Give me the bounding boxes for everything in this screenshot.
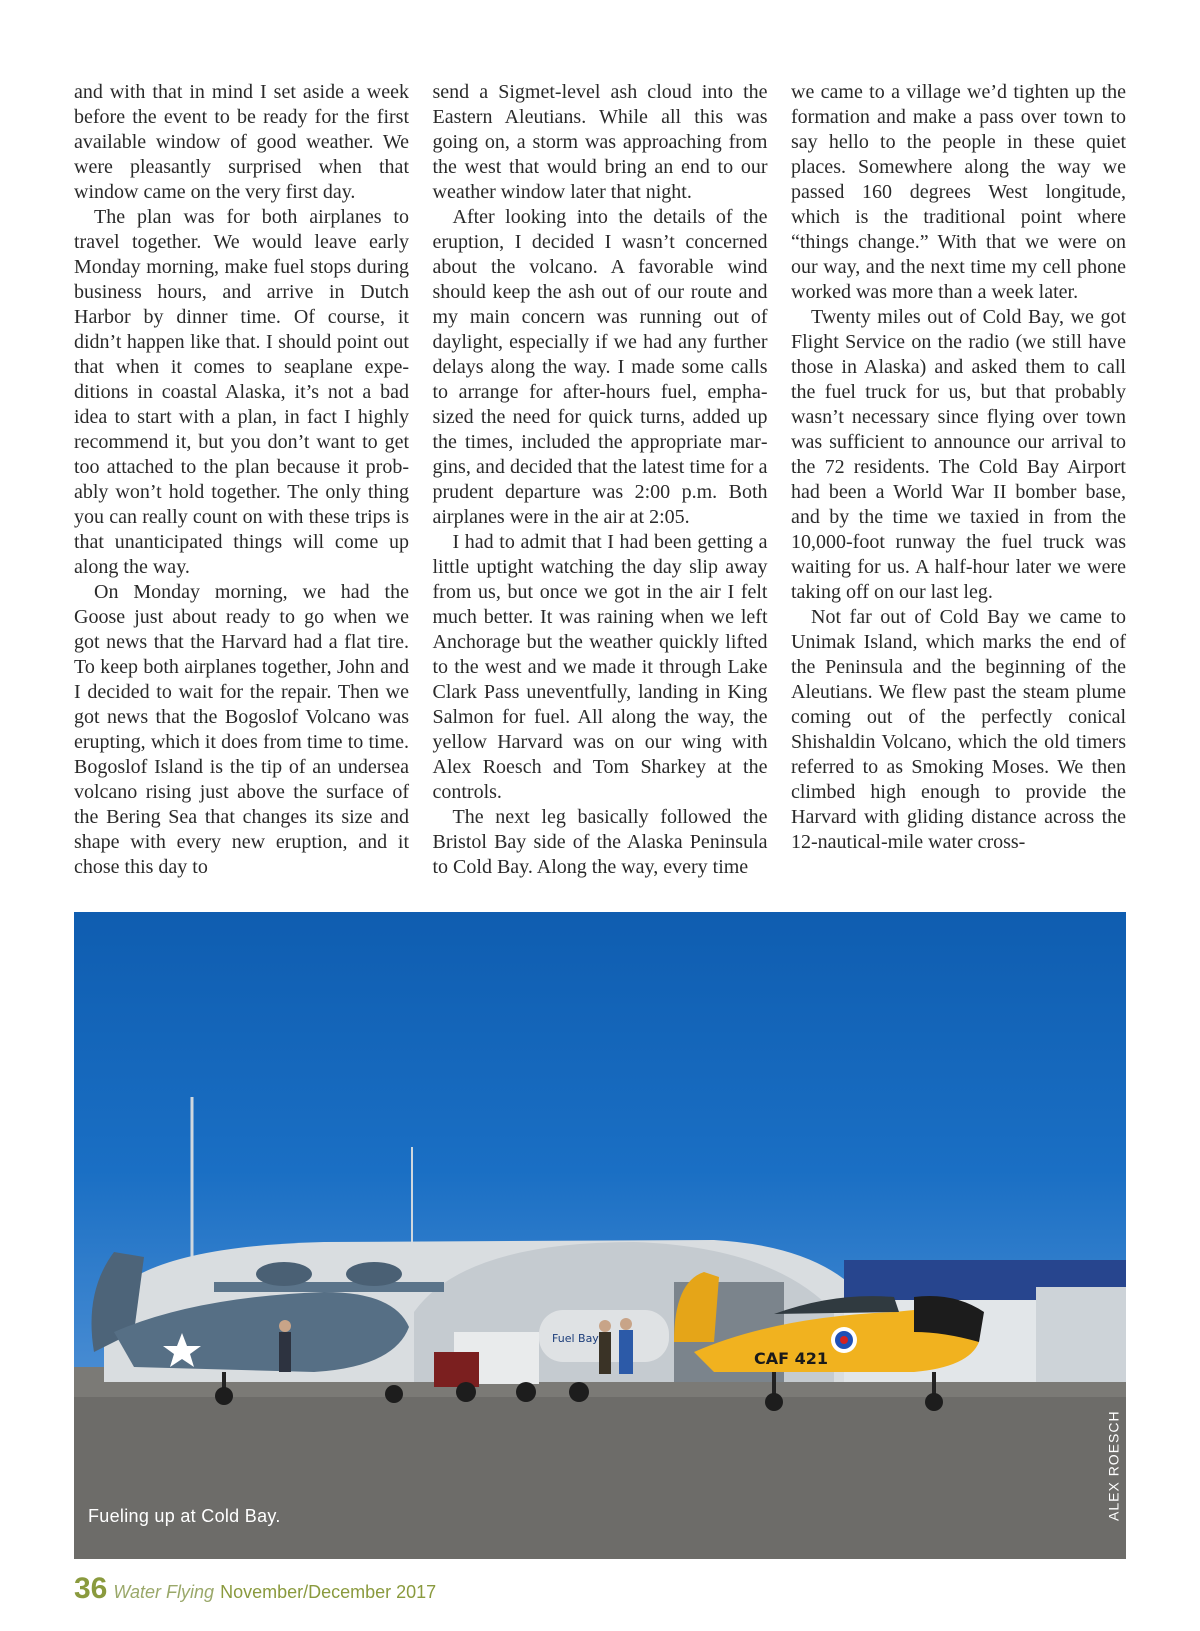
paragraph: send a Sigmet-level ash cloud into the Eastern Aleutians. While all this was going on, a storm was approaching from the west that would bring an end to our weather window later that night. bbox=[432, 81, 768, 203]
paragraph: The next leg basically followed the Bristol Bay side of the Alaska Peninsula to Cold Bay. Along the way, every time bbox=[432, 806, 768, 878]
article-photo bbox=[74, 912, 1126, 1559]
photo-credit: ALEX ROESCH bbox=[1106, 1410, 1122, 1521]
paragraph: The plan was for both airplanes to travel together. We would leave early Monday morning, make fuel stops during business hours, and arrive in Dutch Harbor by dinner time. Of course, it didn’t happen like that. I should point out that when it comes to seaplane expeditions in coastal Alaska, it’s not a bad idea to start with a plan, in fact I highly recommend it, but you don’t want to get too attached to the plan because it probably won’t hold together. The only thing you can really count on with these trips is that unanticipated things will come up along the way. bbox=[74, 206, 409, 578]
paragraph: we came to a village we’d tighten up the formation and make a pass over town to say hello to the people in these quiet places. Somewhere along the way we passed 160 degrees West longitude, which is the traditional point where “things change.” With that we were on our way, and the next time my cell phone worked was more than a week later. bbox=[791, 81, 1126, 303]
photo-illustration bbox=[74, 912, 1126, 1559]
paragraph: and with that in mind I set aside a week before the event to be ready for the first available window of good weather. We were pleasantly surprised when that window came on the very first day. bbox=[74, 81, 409, 203]
page-number: 36 bbox=[74, 1572, 108, 1605]
paragraph: On Monday morning, we had the Goose just about ready to go when we got news that the Harvard had a flat tire. To keep both airplanes together, John and I decided to wait for the repair. Then we got news that the Bogoslof Volcano was erupting, which it does from time to time. Bogoslof Island is the tip of an undersea volcano rising just above the surface of the Bering Sea that changes its size and shape with every new eruption, and it chose this day to bbox=[74, 581, 409, 878]
truck-logo-text: Fuel Bay bbox=[552, 1332, 599, 1345]
article-columns bbox=[74, 80, 1126, 880]
roundel bbox=[840, 1336, 848, 1344]
article-column-3 bbox=[791, 80, 1126, 880]
article-column-2 bbox=[433, 80, 768, 880]
issue-date: November/December 2017 bbox=[220, 1582, 437, 1602]
paragraph: Not far out of Cold Bay we came to Unimak Island, which marks the end of the Peninsula and the beginning of the Aleutians. We flew past the steam plume coming out of the perfectly conical Shishaldin Volcano, which the old timers referred to as Smoking Moses. We then climbed high enough to provide the Harvard with gliding distance across the 12-nautical-mile water cross- bbox=[791, 606, 1126, 853]
paragraph: After looking into the details of the eruption, I decided I wasn’t concerned about the volcano. A favorable wind should keep the ash out of our route and my main concern was running out of daylight, especially if we had any further delays along the way. I made some calls to arrange for after-hours fuel, emphasized the need for quick turns, added up the times, included the appropriate margins, and decided that the latest time for a prudent departure was 2:00 p.m. Both airplanes were in the air at 2:05. bbox=[432, 206, 768, 528]
paragraph: Twenty miles out of Cold Bay, we got Flight Service on the radio (we still have those in Alaska) and asked them to call the fuel truck for us, but that probably wasn’t necessary since flying over town was sufficient to announce our arrival to the 72 residents. The Cold Bay Airport had been a World War II bomber base, and by the time we taxied in from the 10,000-foot runway the fuel truck was waiting for us. A half-hour later we were taking off on our last leg. bbox=[791, 306, 1126, 603]
photo-caption: Fueling up at Cold Bay. bbox=[88, 1506, 281, 1526]
magazine-name: Water Flying bbox=[113, 1582, 215, 1602]
paragraph: I had to admit that I had been getting a little uptight watching the day slip away from us, but once we got in the air I felt much better. It was raining when we left Anchorage but the weather quickly lifted to the west and we made it through Lake Clark Pass uneventfully, landing in King Salmon for fuel. All along the way, the yellow Harvard was on our wing with Alex Roesch and Tom Sharkey at the controls. bbox=[432, 531, 768, 803]
page-footer bbox=[74, 1572, 436, 1606]
article-column-1 bbox=[74, 80, 409, 880]
aircraft-code: CAF 421 bbox=[754, 1349, 829, 1368]
